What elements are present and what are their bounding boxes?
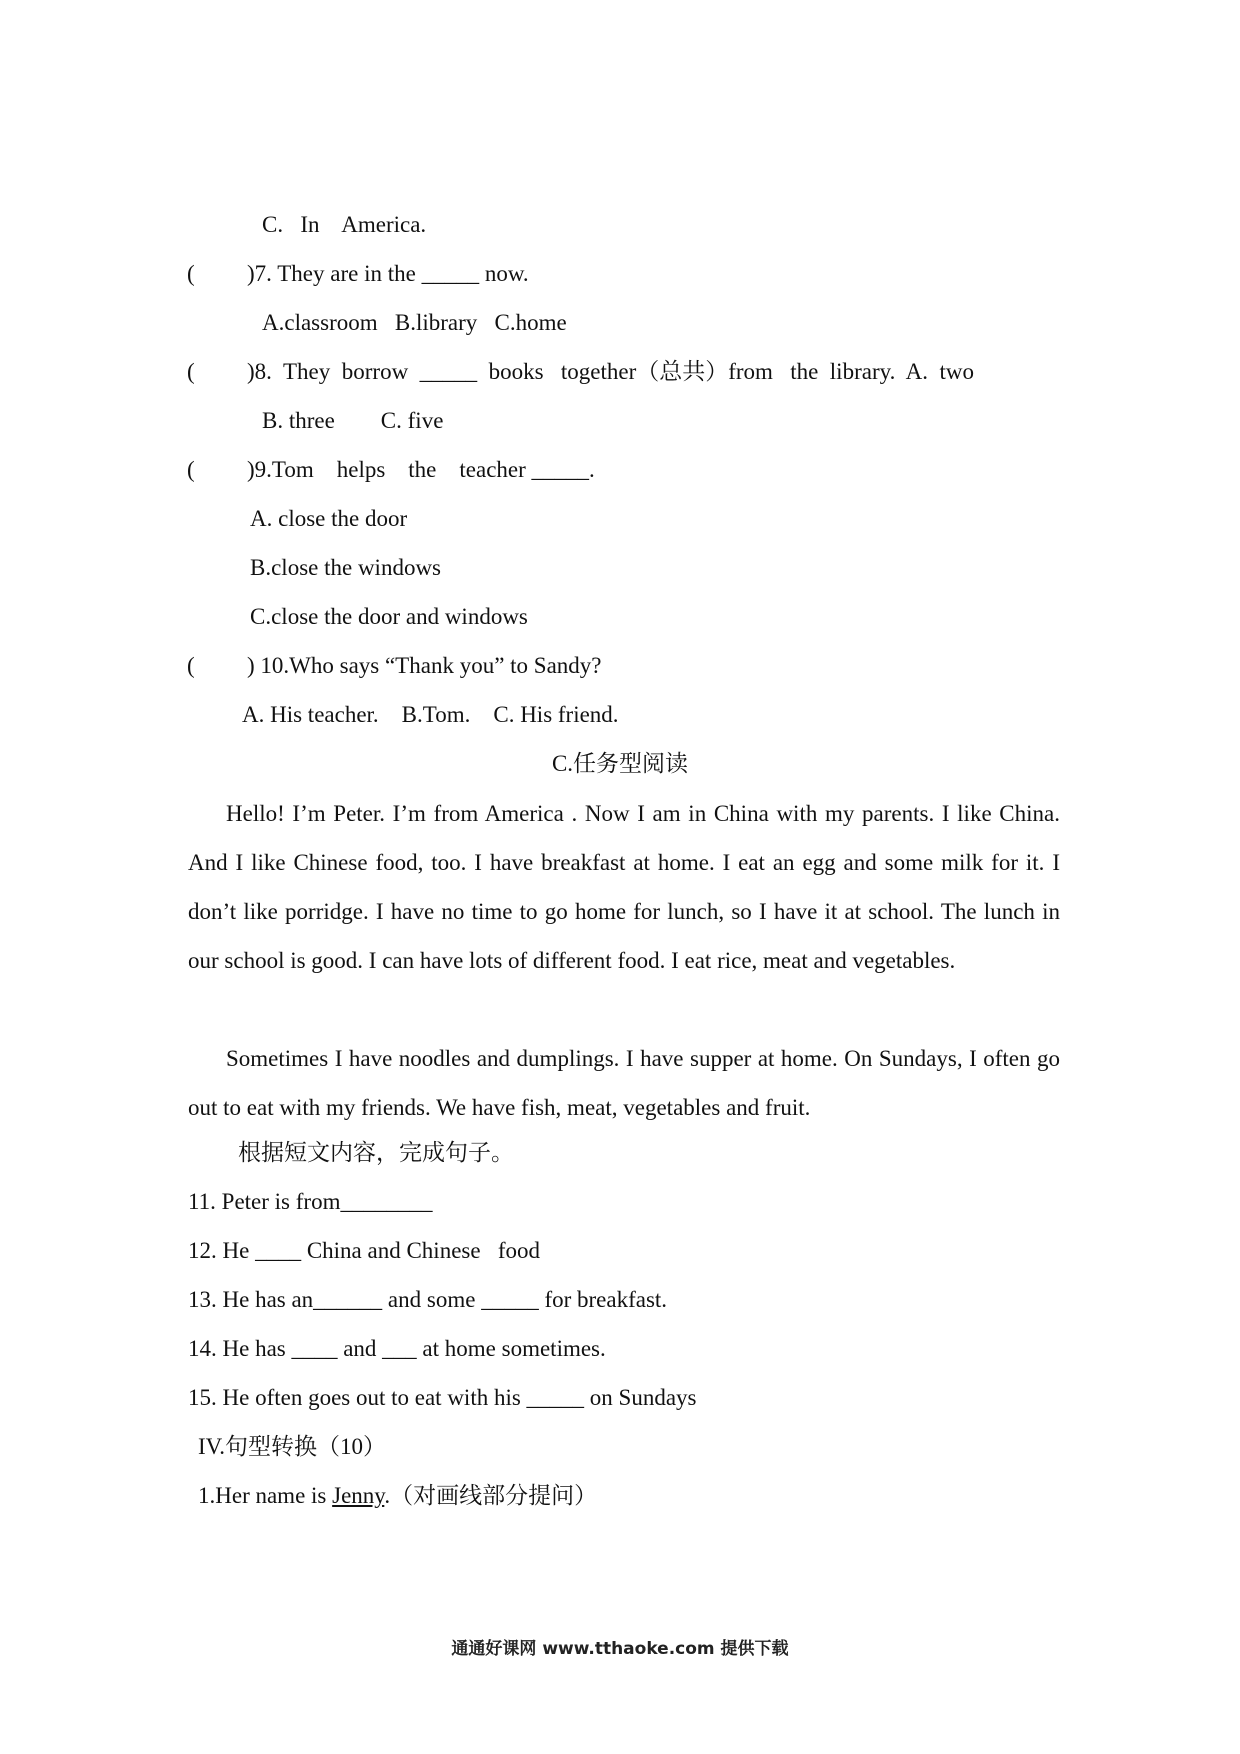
transform-question-1 [198,1481,597,1511]
section-iv-title: IV.句型转换（10） [198,1434,387,1459]
q10-answer-paren: ( [187,653,195,678]
q10-question: ) 10.Who says “Thank you” to Sandy? [247,653,602,678]
q9-answer-paren: ( [187,457,195,482]
reading-paragraph-1: Hello! I’m Peter. I’m from America . Now I am in China with my parents. I like China. And I like Chinese food, too. I have breakfast at home. I eat an egg and some milk for it. I don’t like porridge. I have no time to go home for lunch, so I have it at school. The lunch in our school is good. I can have lots of different food. I eat rice, meat and vegetables. [188,801,1060,973]
q9-option-a: A. close the door [250,506,408,531]
q7-answer-paren: ( [187,261,195,286]
reading-paragraph-2: Sometimes I have noodles and dumplings. I have supper at home. On Sundays, I often go out to eat with my friends. We have fish, meat, vegetables and fruit. [188,1046,1060,1120]
transform-q1-underlined: Jenny [332,1483,385,1508]
q7-options: A.classroom B.library C.home [262,310,567,335]
q9-question: )9.Tom helps the teacher _____. [247,457,595,482]
q10-options: A. His teacher. B.Tom. C. His friend. [242,702,619,727]
transform-q1-suffix: .（对画线部分提问） [384,1483,598,1508]
q8-answer-paren: ( [187,359,195,384]
page-footer: 通通好课网 www.tthaoke.com 提供下载 [451,1639,789,1659]
q9-option-b: B.close the windows [250,555,442,580]
completion-item-15: 15. He often goes out to eat with his _____ on Sundays [188,1385,697,1410]
completion-item-14: 14. He has ____ and ___ at home sometimes. [188,1336,606,1361]
completion-item-11: 11. Peter is from________ [188,1189,433,1214]
section-c-title: C.任务型阅读 [551,751,689,776]
q8-options: B. three C. five [262,408,444,433]
completion-item-12: 12. He ____ China and Chinese food [188,1238,540,1263]
completion-item-13: 13. He has an______ and some _____ for breakfast. [188,1287,668,1312]
q6-option-c: C. In America. [262,212,427,237]
q8-question: )8. They borrow _____ books together（总共）from the library. A. two [247,359,974,384]
transform-q1-prefix: 1.Her name is [198,1483,333,1508]
q7-question: )7. They are in the _____ now. [247,261,529,286]
completion-instruction: 根据短文内容，完成句子。 [238,1140,514,1165]
q9-option-c: C.close the door and windows [250,604,528,629]
